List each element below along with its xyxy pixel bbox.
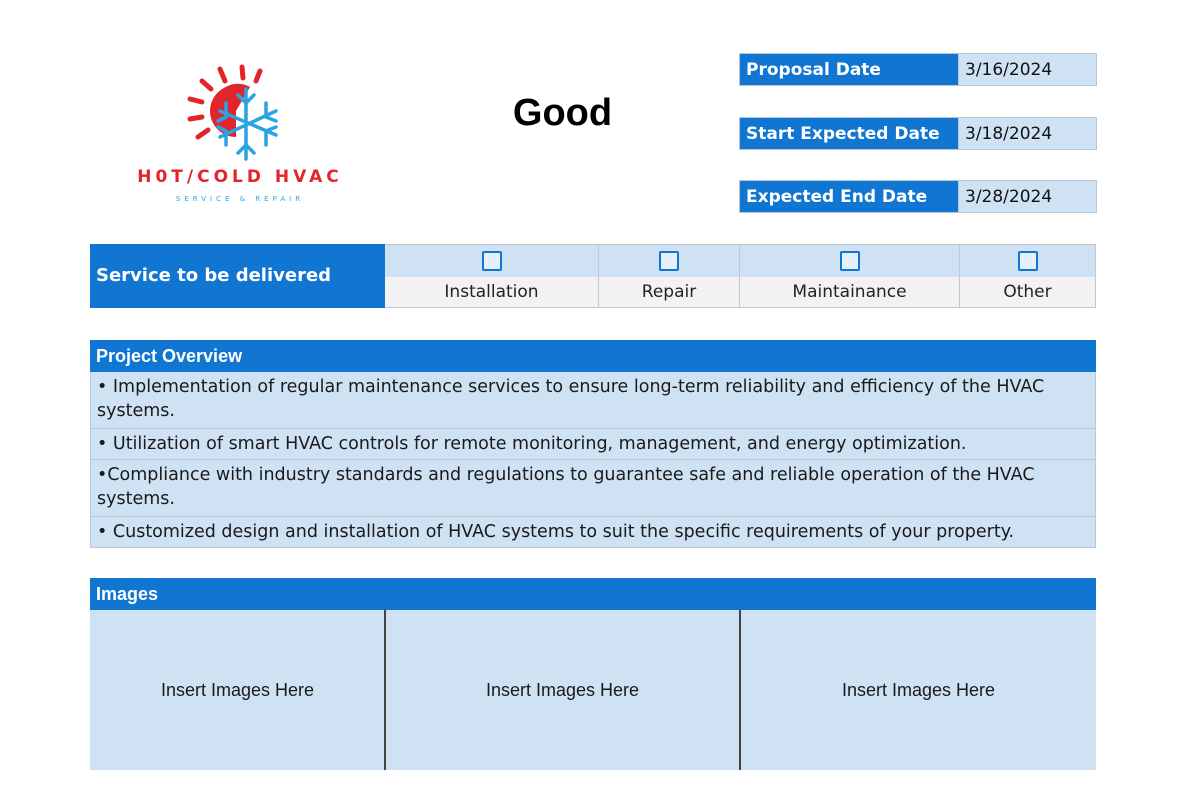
service-option-maintainance[interactable] — [740, 244, 960, 308]
checkbox-other[interactable] — [1018, 251, 1038, 271]
image-placeholder[interactable]: Insert Images Here — [90, 610, 385, 770]
brand-tagline: SERVICE & REPAIR — [175, 195, 305, 203]
checkbox-repair[interactable] — [659, 251, 679, 271]
image-placeholder[interactable]: Insert Images Here — [386, 610, 739, 770]
service-option-label: Repair — [599, 277, 739, 307]
images-header: Images — [90, 578, 1096, 610]
start-date-label: Start Expected Date — [739, 117, 958, 150]
proposal-date-label: Proposal Date — [739, 53, 958, 86]
checkbox-maintainance[interactable] — [840, 251, 860, 271]
end-date-label: Expected End Date — [739, 180, 958, 213]
start-date-value[interactable]: 3/18/2024 — [958, 117, 1097, 150]
service-option-installation[interactable] — [385, 244, 599, 308]
proposal-date-value[interactable]: 3/16/2024 — [958, 53, 1097, 86]
overview-item[interactable]: •Compliance with industry standards and regulations to guarantee safe and reliable operation of the HVAC systems. — [90, 460, 1096, 517]
service-label: Service to be delivered — [90, 244, 385, 308]
company-logo — [110, 55, 370, 215]
overview-item[interactable]: • Utilization of smart HVAC controls for remote monitoring, management, and energy optimization. — [90, 429, 1096, 460]
service-option-label: Other — [960, 277, 1095, 307]
end-date-value[interactable]: 3/28/2024 — [958, 180, 1097, 213]
service-option-label: Maintainance — [740, 277, 959, 307]
sun-snowflake-icon — [180, 59, 290, 169]
service-option-label: Installation — [385, 277, 598, 307]
proposal-title: Good — [512, 92, 613, 134]
image-placeholder[interactable]: Insert Images Here — [741, 610, 1096, 770]
checkbox-installation[interactable] — [482, 251, 502, 271]
brand-name: H0T/COLD HVAC — [137, 167, 343, 187]
service-option-other[interactable] — [960, 244, 1096, 308]
overview-item[interactable]: • Implementation of regular maintenance services to ensure long-term reliability and efficiency of the HVAC systems. — [90, 372, 1096, 429]
overview-header: Project Overview — [90, 340, 1096, 372]
overview-item[interactable]: • Customized design and installation of HVAC systems to suit the specific requirements of your property. — [90, 517, 1096, 548]
service-option-repair[interactable] — [599, 244, 740, 308]
